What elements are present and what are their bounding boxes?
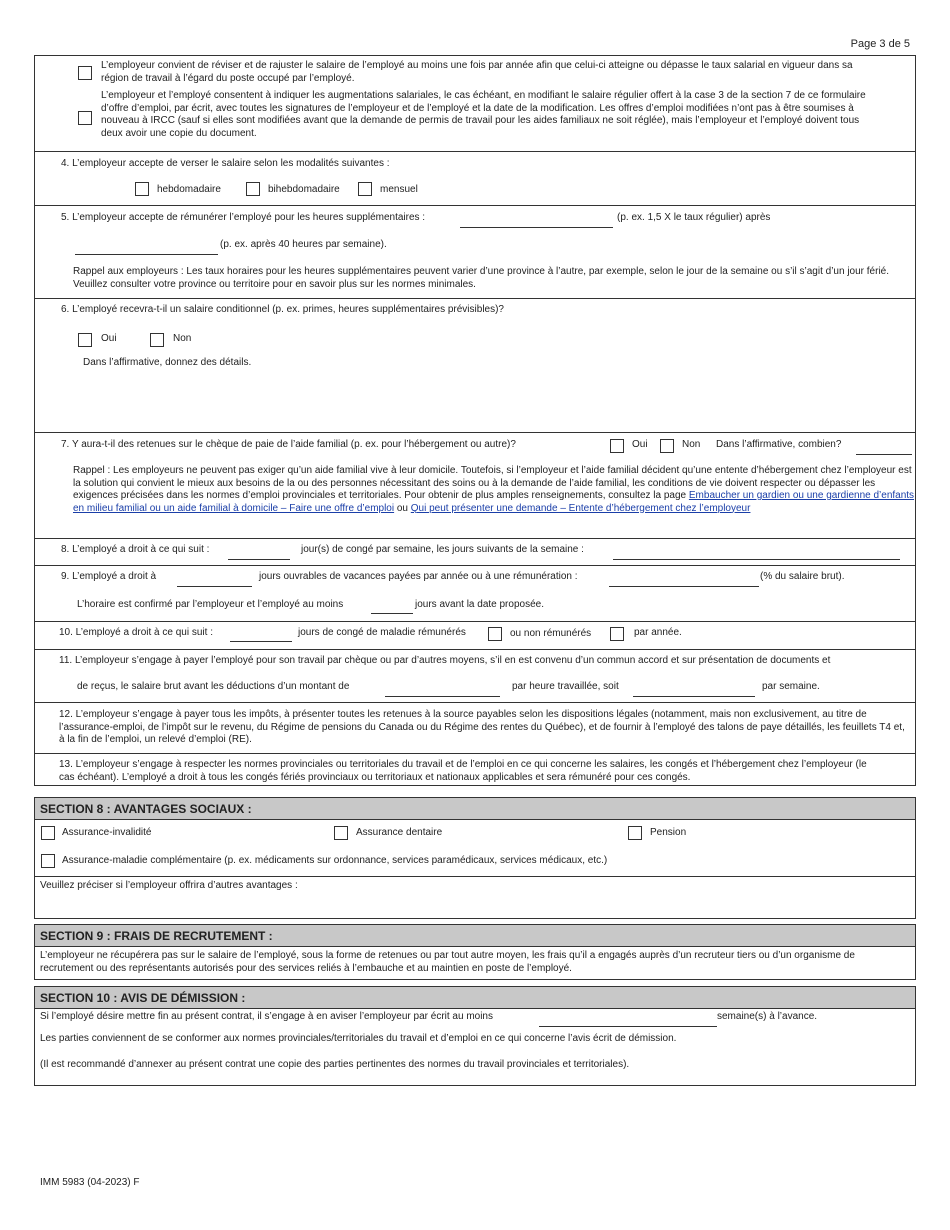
q8-question: 8. L’employé a droit à ce qui suit :: [61, 544, 210, 555]
resignation-notice-text: Si l’employé désire mettre fin au présent contrat, il s’engage à en aviser l’employeur par écrit au moins: [40, 1011, 493, 1022]
form-number: IMM 5983 (04-2023) F: [40, 1177, 140, 1188]
q9-question: 9. L’employé a droit à: [61, 571, 157, 582]
q6-no-label: Non: [173, 333, 192, 344]
q5-question: 5. L’employeur accepte de rémunérer l’employé pour les heures supplémentaires :: [61, 212, 426, 223]
section-10-title: SECTION 10 : AVIS DE DÉMISSION :: [35, 987, 915, 1009]
page-number: Page 3 de 5: [850, 38, 910, 50]
q9-notice-days-field[interactable]: [371, 613, 413, 614]
q10-question: 10. L’employé a droit à ce qui suit :: [59, 627, 213, 638]
q11-amount-field[interactable]: [385, 696, 500, 697]
salary-review-checkbox-a[interactable]: [78, 66, 92, 80]
q4-row: [35, 151, 915, 206]
q6-details-label: Dans l’affirmative, donnez des détails.: [83, 357, 252, 368]
monthly-checkbox[interactable]: [358, 182, 372, 196]
q9-vacation-days-field[interactable]: [177, 586, 252, 587]
q7-reminder: [73, 465, 915, 515]
salary-review-text-b: L’employeur et l’employé consentent à indiquer les augmentations salariales, le cas échéant, en modifiant le salaire régulier offert à la case 3 de la section 7 de ce formulaire d’offre d’emploi, par écrit, avec toutes les signatures de l’employeur et de l’employé et la date de la modification. Les offres d’emploi modifiées n’ont pas à être soumises à nouveau à IRCC (sauf si elles sont modifiées avant que la demande de permis de travail pour les aides familiaux ne soit réglée), mais l’employeur et l’employé doivent tous deux avoir une copie du document.: [101, 90, 866, 139]
q7-no-label: Non: [682, 439, 701, 450]
dental-insurance-checkbox[interactable]: [334, 826, 348, 840]
q11-weekly-field[interactable]: [633, 696, 755, 697]
q10-end-text: par année.: [634, 627, 682, 638]
q12-row: [35, 702, 915, 754]
benefits-row-2: [35, 848, 915, 877]
section-9-title: SECTION 9 : FRAIS DE RECRUTEMENT :: [35, 925, 915, 947]
q7-reminder-text: Rappel : Les employeurs ne peuvent pas exiger qu’un aide familial vive à leur domicile. Toutefois, si l’employeur et l’aide familial décident qu’une entente d’hébergement chez l’employeur est la solution qui convient le mieux aux besoins de la ou des personnes nécessitant des soins ou à la demande de l’aide familial, les conditions de vie doivent respecter ou dépasser les exigences précisées dans les normes d’emploi provinciales et territoriales. Pour obtenir de plus amples renseignements, consultez la page: [73, 465, 912, 501]
salary-review-checkbox-b[interactable]: [78, 111, 92, 125]
q13-text: 13. L’employeur s’engage à respecter les normes provinciales ou territoriales du travail et de l’emploi en ce qui concerne les salaires, les congés et l’hébergement chez l’employeur (le cas échéant). L’employé a droit à tous les congés fériés provinciaux ou territoriaux et nationaux applicables et sera rémunéré pour ces congés.: [59, 759, 867, 783]
q11-line-2b: par heure travaillée, soit: [512, 681, 619, 692]
q9-mid-text: jours ouvrables de vacances payées par année ou à une rémunération :: [259, 571, 578, 582]
q6-row: [35, 298, 915, 433]
disability-insurance-label: Assurance-invalidité: [62, 827, 152, 838]
disability-insurance-checkbox[interactable]: [41, 826, 55, 840]
q11-line-1: 11. L’employeur s’engage à payer l’employé pour son travail par chèque ou par d’autres moyens, s’il en est convenu d’un commun accord et sur présentation de documents et: [59, 655, 831, 666]
q10-or-unpaid: ou non rémunérés: [510, 628, 592, 639]
q7-question: 7. Y aura-t-il des retenues sur le chèque de paie de l’aide familial (p. ex. pour l’hébergement ou autre)?: [61, 439, 516, 450]
q6-yes-checkbox[interactable]: [78, 333, 92, 347]
section-9-box: [34, 924, 916, 980]
monthly-label: mensuel: [380, 184, 418, 195]
dental-insurance-label: Assurance dentaire: [356, 827, 443, 838]
q6-question: 6. L’employé recevra-t-il un salaire conditionnel (p. ex. primes, heures supplémentaires prévisibles)?: [61, 304, 504, 315]
resignation-weeks-field[interactable]: [539, 1026, 717, 1027]
q13-row: [35, 753, 915, 787]
q8-weekdays-field[interactable]: [613, 559, 900, 560]
section-8-title: SECTION 8 : AVANTAGES SOCIAUX :: [35, 798, 915, 820]
overtime-after-field[interactable]: [75, 254, 218, 255]
q10-row: [35, 621, 915, 650]
recruitment-fees-text: L’employeur ne récupérera pas sur le salaire de l’employé, sous la forme de retenues ou par tout autre moyen, les frais qu’il a engagés auprès d’un recruteur tiers ou d’un organisme de recrutement ou des représentants autorisés pour des services reliés à l’embauche et au maintien en poste de l’employé.: [40, 950, 855, 974]
pension-label: Pension: [650, 827, 687, 838]
overtime-rate-field[interactable]: [460, 227, 613, 228]
q7-yes-checkbox[interactable]: [610, 439, 624, 453]
other-benefits-label: Veuillez préciser si l’employeur offrira d’autres avantages :: [40, 880, 298, 891]
weekly-label: hebdomadaire: [157, 184, 221, 195]
q10-mid-text: jours de congé de maladie rémunérés: [298, 627, 466, 638]
q8-row: [35, 538, 915, 566]
pension-checkbox[interactable]: [628, 826, 642, 840]
section-7-box: [34, 55, 916, 786]
salary-review-row: [35, 56, 915, 152]
q11-row: [35, 649, 915, 703]
q9-schedule-text-b: jours avant la date proposée.: [415, 599, 544, 610]
supplementary-health-checkbox[interactable]: [41, 854, 55, 868]
q5-row: [35, 205, 915, 299]
q6-no-checkbox[interactable]: [150, 333, 164, 347]
q12-text: 12. L’employeur s’engage à payer tous les impôts, à présenter toutes les retenues à la source payables selon les dispositions légales (notamment, mais non exclusivement, au titre de l’assurance-emploi, de l’impôt sur le revenu, du Régime de pensions du Canada ou du Régime des rentes du Québec), et de fournir à l’employé des talons de paye détaillés, les feuillets T4 et, à la fin de l’emploi, un relevé d’emploi (RE).: [59, 709, 905, 745]
weekly-checkbox[interactable]: [135, 182, 149, 196]
q7-yes-label: Oui: [632, 439, 648, 450]
hire-caregiver-link[interactable]: Embaucher un gardien ou une gardienne d’enfants en milieu familial ou un aide familial à domicile – Faire une offre d’emploi: [73, 490, 915, 514]
q10-sick-days-field[interactable]: [230, 641, 292, 642]
section-8-box: [34, 797, 916, 919]
q4-question: 4. L’employeur accepte de verser le salaire selon les modalités suivantes :: [61, 158, 390, 169]
q9-pay-field[interactable]: [609, 586, 759, 587]
q10-paid-checkbox[interactable]: [488, 627, 502, 641]
q7-or: ou: [396, 502, 408, 514]
q6-yes-label: Oui: [101, 333, 117, 344]
resignation-notice-suffix: semaine(s) à l’avance.: [717, 1011, 818, 1022]
q7-how-much-label: Dans l’affirmative, combien?: [716, 439, 842, 450]
resignation-standards-text: Les parties conviennent de se conformer aux normes provinciales/territoriales du travail et d’emploi en ce qui concerne l’avis écrit de démission.: [40, 1033, 677, 1044]
biweekly-label: bihebdomadaire: [268, 184, 340, 195]
q7-amount-field[interactable]: [856, 454, 912, 455]
q5-suffix-2: (p. ex. après 40 heures par semaine).: [220, 239, 387, 250]
q8-days-field[interactable]: [228, 559, 290, 560]
who-can-apply-link[interactable]: Qui peut présenter une demande – Entente d’hébergement chez l’employeur: [410, 502, 751, 514]
q10-unpaid-checkbox[interactable]: [610, 627, 624, 641]
section-10-box: [34, 986, 916, 1086]
q11-line-2a: de reçus, le salaire brut avant les déductions d’un montant de: [77, 681, 350, 692]
q7-no-checkbox[interactable]: [660, 439, 674, 453]
q11-line-2c: par semaine.: [762, 681, 820, 692]
q5-reminder: Rappel aux employeurs : Les taux horaires pour les heures supplémentaires peuvent varier d’une province à l’autre, par exemple, selon le jour de la semaine ou s’il s’agit d’un jour férié. Veuillez consulter votre province ou territoire pour en savoir plus sur les normes minimales.: [73, 266, 890, 290]
biweekly-checkbox[interactable]: [246, 182, 260, 196]
q9-schedule-text: L’horaire est confirmé par l’employeur et l’employé au moins: [77, 599, 344, 610]
benefits-row-1: [35, 820, 915, 848]
q7-row: [35, 432, 915, 539]
q9-suffix: (% du salaire brut).: [760, 571, 845, 582]
q8-mid-text: jour(s) de congé par semaine, les jours suivants de la semaine :: [301, 544, 584, 555]
q5-suffix-1: (p. ex. 1,5 X le taux régulier) après: [617, 212, 771, 223]
supplementary-health-label: Assurance-maladie complémentaire (p. ex. médicaments sur ordonnance, services paramédicaux, services médicaux, etc.): [62, 855, 608, 866]
q9-row: [35, 565, 915, 622]
resignation-recommendation-text: (Il est recommandé d’annexer au présent contrat une copie des parties pertinentes des normes du travail provinciales et territoriales).: [40, 1059, 630, 1070]
salary-review-text-a: L’employeur convient de réviser et de rajuster le salaire de l’employé au moins une fois par année afin que celui-ci atteigne ou dépasse le taux salarial en vigueur dans sa région de travail à l’égard du poste occupé par l’employé.: [101, 60, 853, 84]
